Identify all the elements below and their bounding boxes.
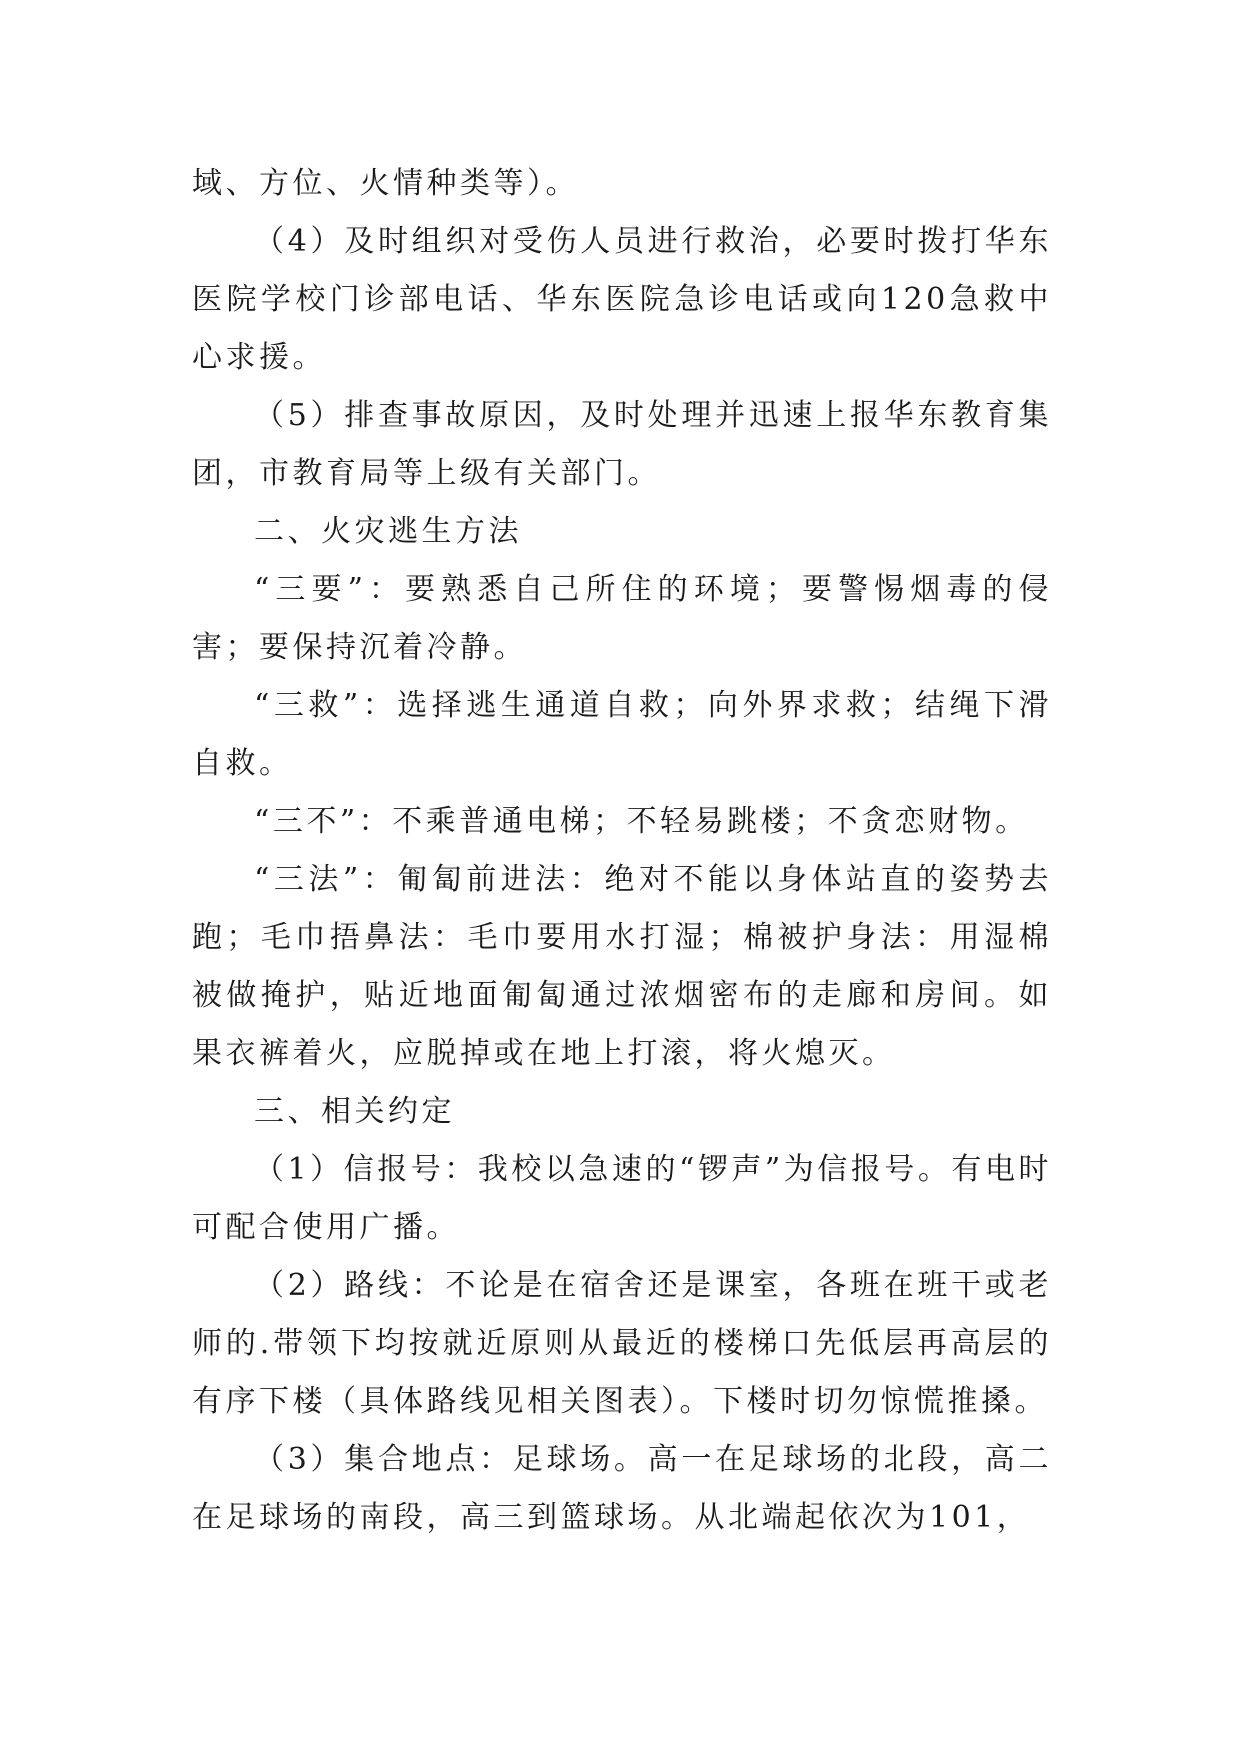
paragraph-continuation: 域、方位、火情种类等）。 [192, 166, 579, 201]
paragraph-signal: （1）信报号：我校以急速的“锣声”为信报号。有电时可配合使用广播。 [192, 1152, 1052, 1245]
paragraph-three-musts: “三要”：要熟悉自己所住的环境；要警惕烟毒的侵害；要保持沉着冷静。 [192, 572, 1052, 665]
paragraph-three-donts: “三不”：不乘普通电梯；不轻易跳楼；不贪恋财物。 [254, 804, 1029, 839]
paragraph-three-rescues: “三救”：选择逃生通道自救；向外界求救；结绳下滑自救。 [192, 688, 1052, 781]
paragraph-item-5: （5）排查事故原因，及时处理并迅速上报华东教育集团，市教育局等上级有关部门。 [192, 398, 1052, 491]
paragraph-assembly-point: （3）集合地点：足球场。高一在足球场的北段，高二在足球场的南段，高三到篮球场。从北端起依次为101， [192, 1442, 1052, 1535]
section-heading-escape-methods: 二、火灾逃生方法 [254, 514, 522, 549]
paragraph-three-methods: “三法”：匍匐前进法：绝对不能以身体站直的姿势去跑；毛巾捂鼻法：毛巾要用水打湿；棉被护身法：用湿棉被做掩护，贴近地面匍匐通过浓烟密布的走廊和房间。如果衣裤着火，应脱掉或在地上打滚，将火熄灭。 [192, 862, 1052, 1071]
paragraph-item-4: （4）及时组织对受伤人员进行救治，必要时拨打华东医院学校门诊部电话、华东医院急诊电话或向120急救中心求援。 [192, 224, 1052, 375]
paragraph-route: （2）路线：不论是在宿舍还是课室，各班在班干或老师的.带领下均按就近原则从最近的楼梯口先低层再高层的有序下楼（具体路线见相关图表）。下楼时切勿惊慌推搡。 [192, 1268, 1052, 1419]
document-body [192, 155, 1052, 1547]
section-heading-agreements: 三、相关约定 [254, 1094, 455, 1129]
